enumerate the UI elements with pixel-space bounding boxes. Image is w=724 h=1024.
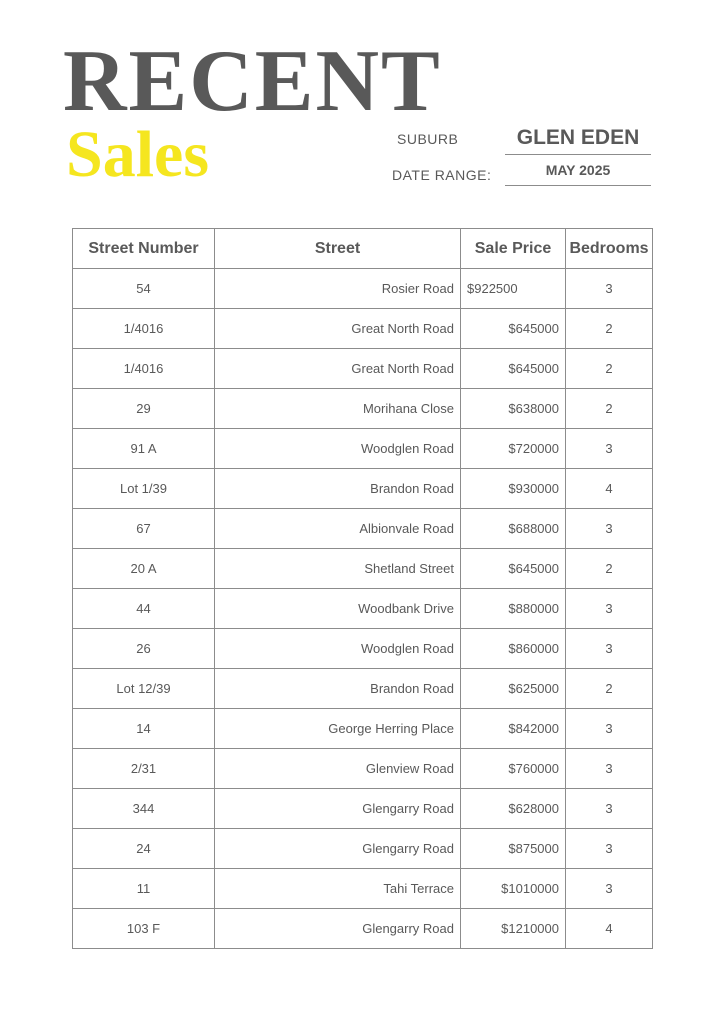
cell-bedrooms: 3 [566, 749, 653, 789]
sales-table [72, 228, 653, 949]
table-row [73, 789, 653, 829]
cell-street-number: 67 [73, 509, 215, 549]
cell-street: Tahi Terrace [215, 869, 461, 909]
table-row [73, 429, 653, 469]
table-row [73, 469, 653, 509]
cell-street: Woodbank Drive [215, 589, 461, 629]
cell-bedrooms: 2 [566, 549, 653, 589]
table-row [73, 829, 653, 869]
cell-sale-price: $645000 [461, 349, 566, 389]
cell-street-number: 91 A [73, 429, 215, 469]
cell-sale-price: $760000 [461, 749, 566, 789]
cell-street: Woodglen Road [215, 429, 461, 469]
cell-street-number: 29 [73, 389, 215, 429]
cell-street-number: 103 F [73, 909, 215, 949]
cell-sale-price: $638000 [461, 389, 566, 429]
table-row [73, 709, 653, 749]
cell-street-number: 54 [73, 269, 215, 309]
date-range-value: MAY 2025 [505, 160, 651, 186]
cell-sale-price: $880000 [461, 589, 566, 629]
title-sales: Sales [66, 118, 210, 191]
cell-street: Great North Road [215, 309, 461, 349]
cell-street: George Herring Place [215, 709, 461, 749]
cell-sale-price: $688000 [461, 509, 566, 549]
cell-bedrooms: 2 [566, 309, 653, 349]
cell-street-number: 1/4016 [73, 309, 215, 349]
cell-street-number: 11 [73, 869, 215, 909]
cell-sale-price: $875000 [461, 829, 566, 869]
table-row [73, 669, 653, 709]
cell-street: Shetland Street [215, 549, 461, 589]
table-row [73, 909, 653, 949]
table-row [73, 389, 653, 429]
cell-street: Woodglen Road [215, 629, 461, 669]
cell-bedrooms: 3 [566, 629, 653, 669]
sales-table-body [73, 269, 653, 949]
header-street: Street [215, 229, 461, 269]
table-row [73, 629, 653, 669]
cell-street: Rosier Road [215, 269, 461, 309]
cell-street-number: 44 [73, 589, 215, 629]
cell-sale-price: $1010000 [461, 869, 566, 909]
cell-sale-price: $1210000 [461, 909, 566, 949]
cell-street: Glengarry Road [215, 829, 461, 869]
cell-street-number: 26 [73, 629, 215, 669]
cell-sale-price: $922500 [461, 269, 566, 309]
table-row [73, 349, 653, 389]
cell-sale-price: $930000 [461, 469, 566, 509]
cell-street-number: 20 A [73, 549, 215, 589]
cell-bedrooms: 3 [566, 869, 653, 909]
cell-bedrooms: 2 [566, 669, 653, 709]
cell-sale-price: $860000 [461, 629, 566, 669]
cell-bedrooms: 3 [566, 509, 653, 549]
cell-bedrooms: 3 [566, 429, 653, 469]
table-row [73, 269, 653, 309]
cell-sale-price: $720000 [461, 429, 566, 469]
cell-street: Morihana Close [215, 389, 461, 429]
header-sale-price: Sale Price [461, 229, 566, 269]
cell-street-number: Lot 12/39 [73, 669, 215, 709]
table-row [73, 589, 653, 629]
date-range-label: DATE RANGE: [392, 167, 492, 183]
table-row [73, 509, 653, 549]
cell-street-number: 2/31 [73, 749, 215, 789]
header-bedrooms: Bedrooms [566, 229, 653, 269]
table-row [73, 749, 653, 789]
cell-street: Glenview Road [215, 749, 461, 789]
cell-street: Albionvale Road [215, 509, 461, 549]
cell-street: Great North Road [215, 349, 461, 389]
cell-bedrooms: 2 [566, 349, 653, 389]
table-row [73, 309, 653, 349]
cell-bedrooms: 2 [566, 389, 653, 429]
cell-sale-price: $625000 [461, 669, 566, 709]
cell-sale-price: $842000 [461, 709, 566, 749]
suburb-label: SUBURB [397, 131, 459, 147]
table-row [73, 549, 653, 589]
cell-street: Glengarry Road [215, 909, 461, 949]
cell-bedrooms: 3 [566, 789, 653, 829]
header-street-number: Street Number [73, 229, 215, 269]
cell-bedrooms: 4 [566, 909, 653, 949]
cell-sale-price: $645000 [461, 549, 566, 589]
cell-bedrooms: 3 [566, 269, 653, 309]
cell-street-number: 14 [73, 709, 215, 749]
cell-bedrooms: 4 [566, 469, 653, 509]
cell-street-number: 1/4016 [73, 349, 215, 389]
cell-street-number: 24 [73, 829, 215, 869]
suburb-value: GLEN EDEN [505, 124, 651, 155]
table-row [73, 869, 653, 909]
cell-street: Brandon Road [215, 669, 461, 709]
cell-bedrooms: 3 [566, 589, 653, 629]
cell-street: Brandon Road [215, 469, 461, 509]
cell-bedrooms: 3 [566, 709, 653, 749]
cell-sale-price: $628000 [461, 789, 566, 829]
cell-street-number: Lot 1/39 [73, 469, 215, 509]
table-header-row [73, 229, 653, 269]
cell-street: Glengarry Road [215, 789, 461, 829]
cell-sale-price: $645000 [461, 309, 566, 349]
cell-bedrooms: 3 [566, 829, 653, 869]
title-recent: RECENT [63, 33, 442, 130]
cell-street-number: 344 [73, 789, 215, 829]
